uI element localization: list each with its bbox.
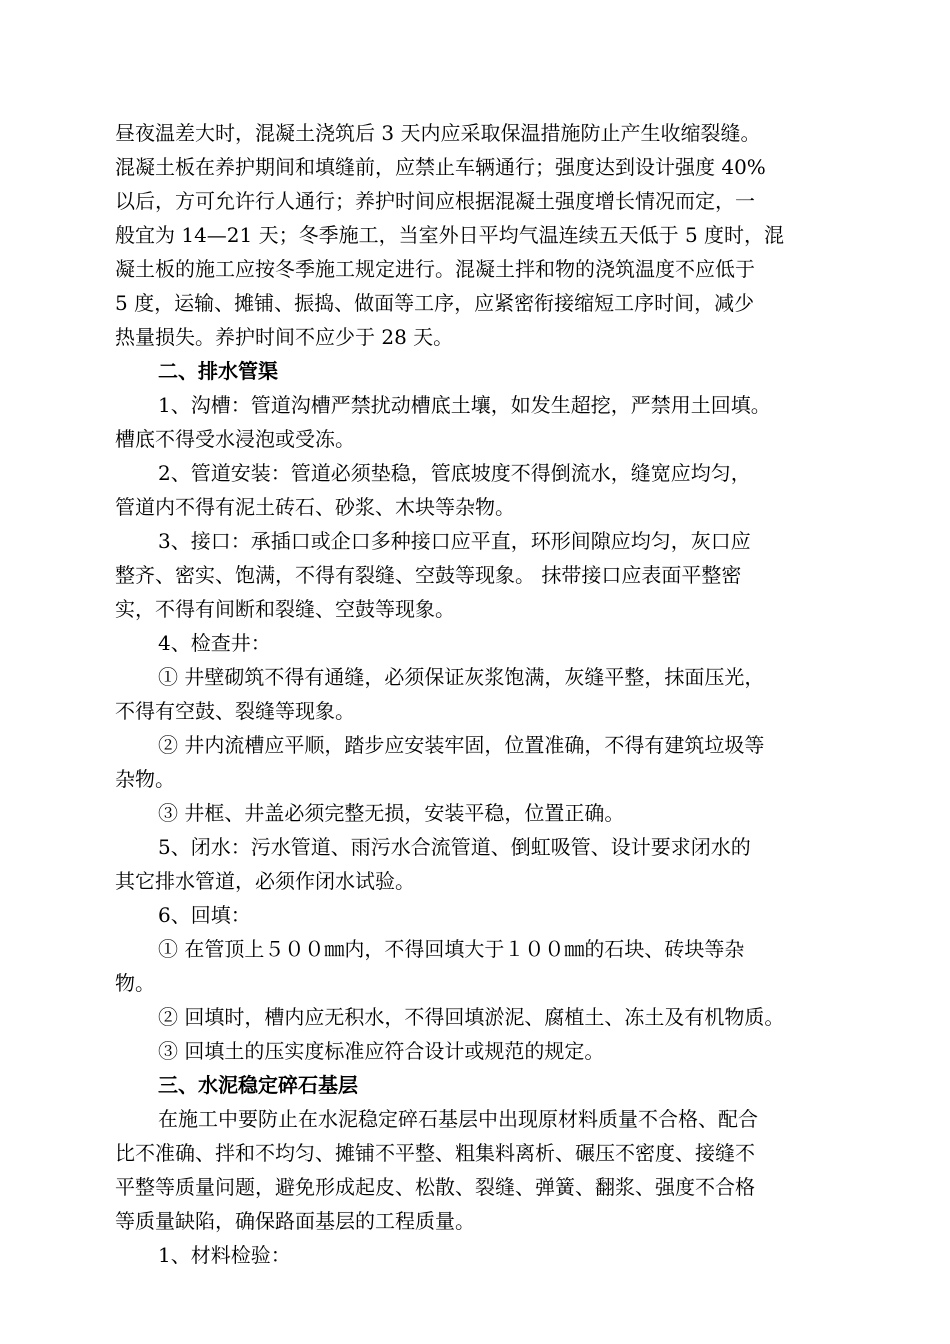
text-line: ② 回填时，槽内应无积水，不得回填淤泥、腐植土、冻土及有机物质。 [158, 1005, 785, 1029]
text-line: ① 在管顶上５００㎜内，不得回填大于１００㎜的石块、砖块等杂 [158, 937, 745, 961]
text-line: 其它排水管道，必须作闭水试验。 [115, 869, 415, 893]
text-line: 实，不得有间断和裂缝、空鼓等现象。 [115, 597, 455, 621]
text-line: 6、回填： [158, 903, 251, 927]
text-line: ③ 井框、井盖必须完整无损，安装平稳，位置正确。 [158, 801, 625, 825]
text-line: 物。 [115, 971, 155, 995]
text-line: 般宜为 14—21 天；冬季施工，当室外日平均气温连续五天低于 5 度时，混 [115, 223, 785, 247]
text-line: 昼夜温差大时，混凝土浇筑后 3 天内应采取保温措施防止产生收缩裂缝。 [115, 121, 761, 145]
section-heading: 二、排水管渠 [158, 359, 278, 383]
text-line: 2、管道安装：管道必须垫稳，管底坡度不得倒流水，缝宽应均匀， [158, 461, 751, 485]
text-line: 1、沟槽：管道沟槽严禁扰动槽底土壤，如发生超挖，严禁用土回填。 [158, 393, 771, 417]
text-line: 整齐、密实、饱满，不得有裂缝、空鼓等现象。 抹带接口应表面平整密 [115, 563, 742, 587]
text-line: 槽底不得受水浸泡或受冻。 [115, 427, 355, 451]
text-line: 凝土板的施工应按冬季施工规定进行。混凝土拌和物的浇筑温度不应低于 [115, 257, 755, 281]
text-line: 等质量缺陷，确保路面基层的工程质量。 [115, 1209, 475, 1233]
text-line: 混凝土板在养护期间和填缝前，应禁止车辆通行；强度达到设计强度 40% [115, 155, 766, 179]
text-line: 热量损失。养护时间不应少于 28 天。 [115, 325, 454, 349]
text-line: 3、接口：承插口或企口多种接口应平直，环形间隙应均匀，灰口应 [158, 529, 751, 553]
text-line: 在施工中要防止在水泥稳定碎石基层中出现原材料质量不合格、配合 [158, 1107, 758, 1131]
text-line: 1、材料检验： [158, 1243, 291, 1267]
text-line: 管道内不得有泥土砖石、砂浆、木块等杂物。 [115, 495, 515, 519]
text-line: 不得有空鼓、裂缝等现象。 [115, 699, 355, 723]
text-line: 杂物。 [115, 767, 175, 791]
text-line: 4、检查井： [158, 631, 271, 655]
text-line: ② 井内流槽应平顺，踏步应安装牢固，位置准确，不得有建筑垃圾等 [158, 733, 765, 757]
text-line: 以后，方可允许行人通行；养护时间应根据混凝土强度增长情况而定，一 [115, 189, 755, 213]
text-line: 5、闭水：污水管道、雨污水合流管道、倒虹吸管、设计要求闭水的 [158, 835, 751, 859]
text-line: 5 度，运输、摊铺、振捣、做面等工序，应紧密衔接缩短工序时间，减少 [115, 291, 755, 315]
section-heading: 三、水泥稳定碎石基层 [158, 1073, 358, 1097]
text-line: ③ 回填土的压实度标准应符合设计或规范的规定。 [158, 1039, 605, 1063]
text-line: 平整等质量问题，避免形成起皮、松散、裂缝、弹簧、翻浆、强度不合格 [115, 1175, 755, 1199]
text-line: ① 井壁砌筑不得有通缝，必须保证灰浆饱满，灰缝平整，抹面压光， [158, 665, 765, 689]
text-line: 比不准确、拌和不均匀、摊铺不平整、粗集料离析、碾压不密度、接缝不 [115, 1141, 755, 1165]
